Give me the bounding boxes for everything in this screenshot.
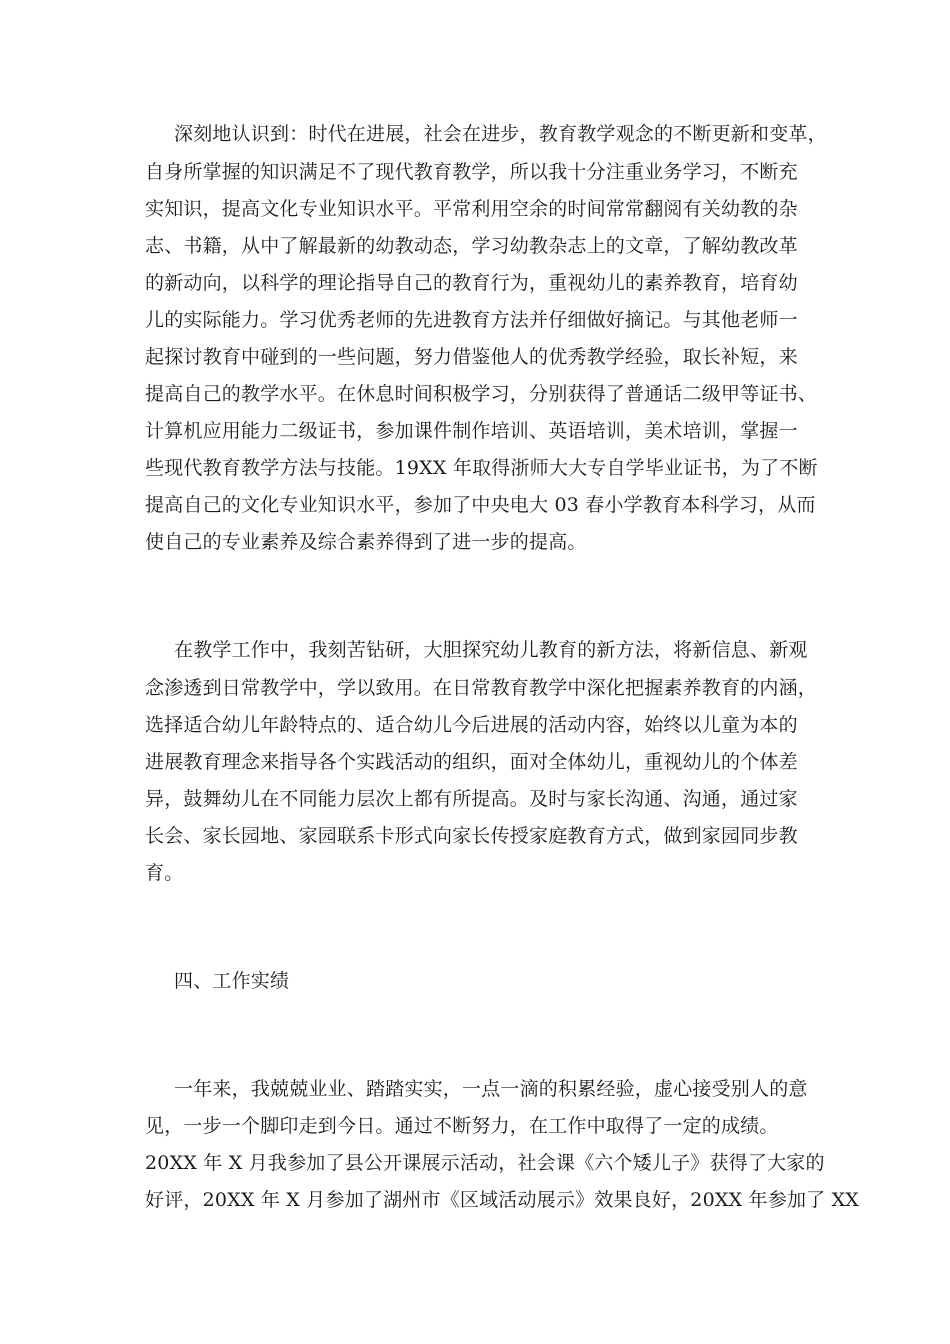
para3-line-1: 一年来，我兢兢业业、踏踏实实，一点一滴的积累经验，虚心接受别人的意 [174,1078,808,1100]
para2-line-1: 在教学工作中，我刻苦钻研，大胆探究幼儿教育的新方法，将新信息、新观 [174,639,808,661]
para2-line-4: 进展教育理念来指导各个实践活动的组织，面对全体幼儿，重视幼儿的个体差 [145,751,798,773]
para3-line-4: 好评，20XX 年 X 月参加了湖州市《区域活动展示》效果良好，20XX 年参加了 XX [145,1189,860,1211]
para2-line-5: 异，鼓舞幼儿在不同能力层次上都有所提高。及时与家长沟通、沟通，通过家 [145,788,798,810]
para1-line-3: 实知识，提高文化专业知识水平。平常利用空余的时间常常翻阅有关幼教的杂 [145,198,798,220]
para3-line-3: 20XX 年 X 月我参加了县公开课展示活动，社会课《六个矮儿子》获得了大家的 [145,1152,825,1174]
para1-line-8: 提高自己的教学水平。在休息时间积极学习，分别获得了普通话二级甲等证书、 [145,383,818,405]
para1-line-1: 深刻地认识到：时代在进展，社会在进步，教育教学观念的不断更新和变革， [174,123,827,145]
para2-line-3: 选择适合幼儿年龄特点的、适合幼儿今后进展的活动内容，始终以儿童为本的 [145,714,798,736]
para1-line-10: 些现代教育教学方法与技能。19XX 年取得浙师大大专自学毕业证书，为了不断 [145,457,818,479]
para2-line-7: 育。 [145,862,184,884]
para1-line-12: 使自己的专业素养及综合素养得到了进一步的提高。 [145,531,587,553]
para1-line-11: 提高自己的文化专业知识水平，参加了中央电大 03 春小学教育本科学习，从而 [145,494,816,516]
para3-line-2: 见，一步一个脚印走到今日。通过不断努力，在工作中取得了一定的成绩。 [145,1115,779,1137]
section-heading-4: 四、工作实绩 [174,970,290,992]
para1-line-9: 计算机应用能力二级证书，参加课件制作培训、英语培训，美术培训，掌握一 [145,420,798,442]
para2-line-6: 长会、家长园地、家园联系卡形式向家长传授家庭教育方式，做到家园同步教 [145,825,798,847]
para1-line-4: 志、书籍，从中了解最新的幼教动态，学习幼教杂志上的文章，了解幼教改革 [145,235,798,257]
para2-line-2: 念渗透到日常教学中，学以致用。在日常教育教学中深化把握素养教育的内涵， [145,677,818,699]
para1-line-5: 的新动向，以科学的理论指导自己的教育行为，重视幼儿的素养教育，培育幼 [145,272,798,294]
para1-line-7: 起探讨教育中碰到的一些问题，努力借鉴他人的优秀教学经验，取长补短，来 [145,346,798,368]
para1-line-6: 儿的实际能力。学习优秀老师的先进教育方法并仔细做好摘记。与其他老师一 [145,309,798,331]
para1-line-2: 自身所掌握的知识满足不了现代教育教学，所以我十分注重业务学习，不断充 [145,161,798,183]
